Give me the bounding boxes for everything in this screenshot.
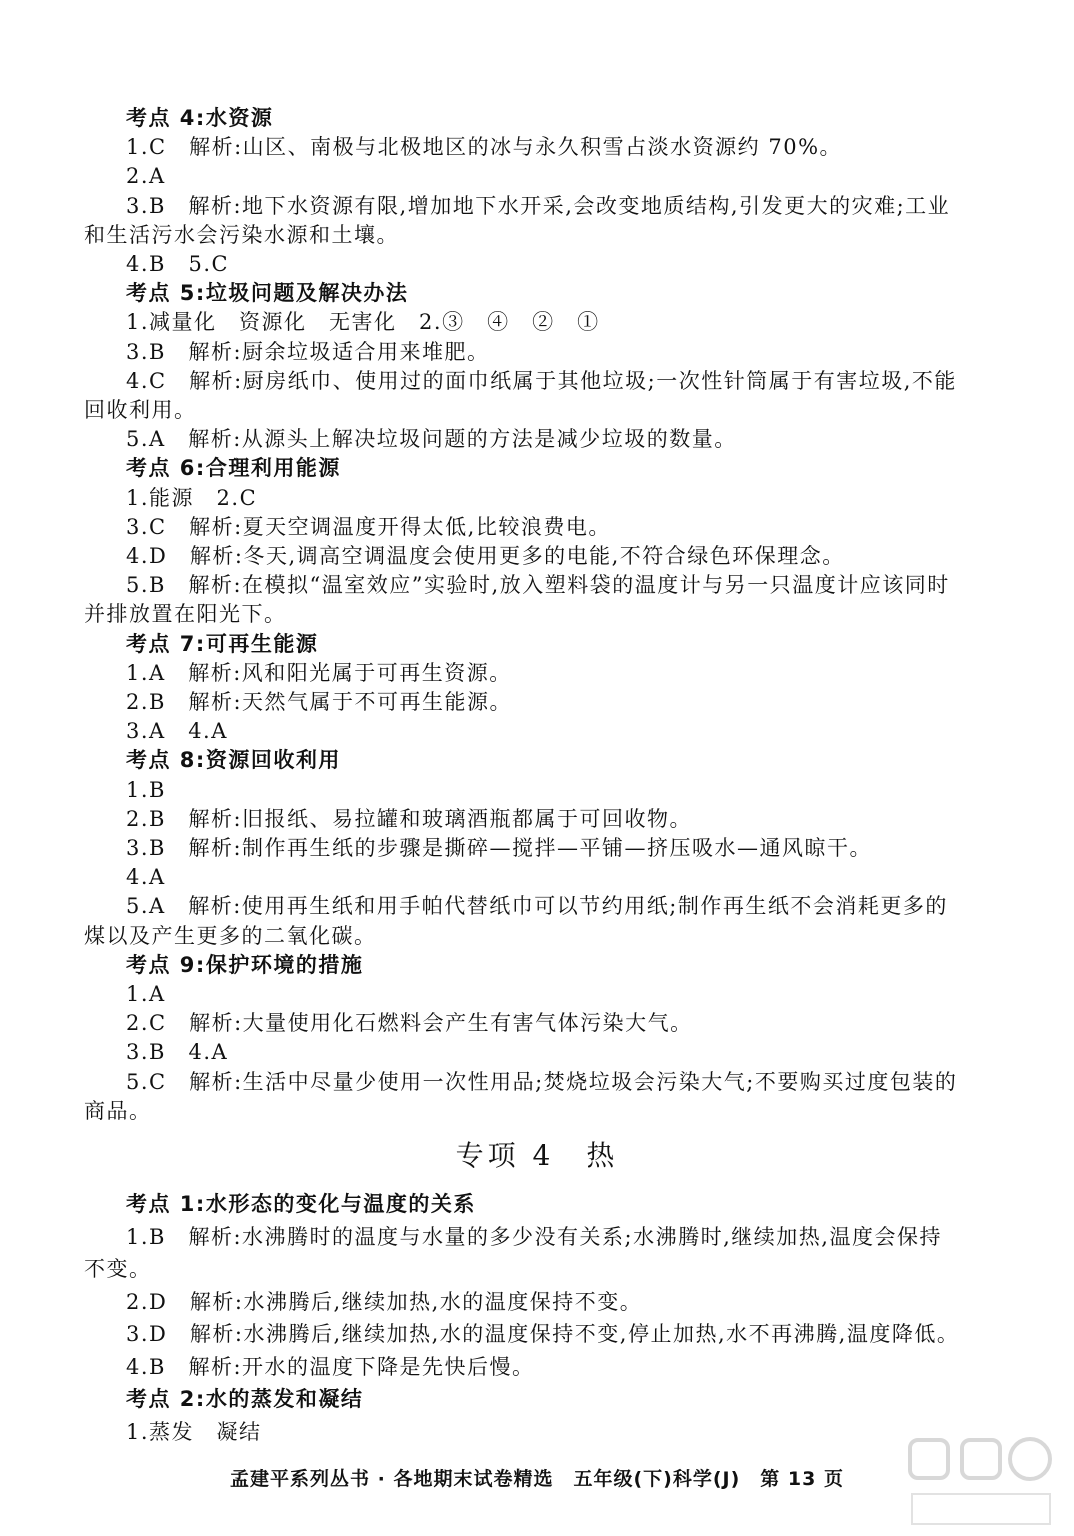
answer-line: 1.C 解析:山区、南极与北极地区的冰与永久积雪占淡水资源约 70%。 bbox=[126, 135, 843, 160]
answer-line: 5.A 解析:从源头上解决垃圾问题的方法是减少垃圾的数量。 bbox=[126, 427, 737, 452]
topic-heading: 考点 6:合理利用能源 bbox=[126, 456, 341, 481]
answer-line: 1.B bbox=[126, 777, 166, 802]
topic-heading: 考点 4:水资源 bbox=[126, 106, 274, 130]
topic-heading: 考点 2:水的蒸发和凝结 bbox=[126, 1387, 364, 1411]
answer-line: 3.B 解析:厨余垃圾适合用来堆肥。 bbox=[126, 339, 490, 364]
answer-line: 2.A bbox=[126, 164, 166, 189]
answer-line: 4.A bbox=[126, 865, 166, 890]
answer-line: 1.减量化 资源化 无害化 2.③ ④ ② ① bbox=[126, 310, 600, 335]
topic-heading: 考点 7:可再生能源 bbox=[126, 631, 319, 656]
answer-line: 2.B 解析:旧报纸、易拉罐和玻璃酒瓶都属于可回收物。 bbox=[126, 806, 693, 831]
topic-heading: 考点 5:垃圾问题及解决办法 bbox=[126, 281, 409, 306]
page-footer: 孟建平系列丛书 · 各地期末试卷精选 五年级(下)科学(J) 第 13 页 bbox=[230, 1468, 844, 1490]
answer-line: 1.B 解析:水沸腾时的温度与水量的多少没有关系;水沸腾时,继续加热,温度会保持 bbox=[126, 1224, 942, 1249]
topic-heading: 考点 9:保护环境的措施 bbox=[126, 952, 364, 977]
answer-line: 1.A 解析:风和阳光属于可再生资源。 bbox=[126, 660, 512, 685]
answer-line: 5.B 解析:在模拟“温室效应”实验时,放入塑料袋的温度计与另一只温度计应该同时 bbox=[126, 573, 950, 598]
answer-line: 5.C 解析:生活中尽量少使用一次性用品;焚烧垃圾会污染大气;不要购买过度包装的 bbox=[126, 1069, 958, 1094]
watermark-logo bbox=[906, 1432, 1056, 1532]
answer-line: 3.A 4.A bbox=[126, 719, 228, 744]
answer-line: 4.D 解析:冬天,调高空调温度会使用更多的电能,不符合绿色环保理念。 bbox=[126, 544, 845, 568]
answer-line: 5.A 解析:使用再生纸和用手帕代替纸巾可以节约用纸;制作再生纸不会消耗更多的 bbox=[126, 894, 948, 919]
answer-line: 1.能源 2.C bbox=[126, 485, 258, 510]
topic-heading: 考点 1:水形态的变化与温度的关系 bbox=[126, 1192, 476, 1216]
answer-line: 1.蒸发 凝结 bbox=[126, 1419, 262, 1444]
answer-line: 和生活污水会污染水源和土壤。 bbox=[84, 222, 399, 247]
answer-line: 3.B 4.A bbox=[126, 1040, 229, 1065]
answer-line: 煤以及产生更多的二氧化碳。 bbox=[84, 923, 377, 948]
answer-line: 回收利用。 bbox=[84, 398, 197, 422]
answer-line: 并排放置在阳光下。 bbox=[84, 602, 287, 627]
answer-line: 4.B 5.C bbox=[126, 252, 230, 276]
answer-line: 2.D 解析:水沸腾后,继续加热,水的温度保持不变。 bbox=[126, 1289, 643, 1314]
topic-heading: 考点 8:资源回收利用 bbox=[126, 748, 341, 773]
answer-line: 2.C 解析:大量使用化石燃料会产生有害气体污染大气。 bbox=[126, 1011, 693, 1036]
answer-line: 商品。 bbox=[84, 1098, 152, 1123]
answer-line: 3.D 解析:水沸腾后,继续加热,水的温度保持不变,停止加热,水不再沸腾,温度降低。 bbox=[126, 1322, 960, 1346]
answer-line: 3.B 解析:地下水资源有限,增加地下水开采,会改变地质结构,引发更大的灾难;工业 bbox=[126, 193, 951, 218]
answer-line: 3.C 解析:夏天空调温度开得太低,比较浪费电。 bbox=[126, 514, 611, 539]
answer-line: 3.B 解析:制作再生纸的步骤是撕碎—搅拌—平铺—挤压吸水—通风晾干。 bbox=[126, 836, 873, 860]
answer-line: 4.C 解析:厨房纸巾、使用过的面巾纸属于其他垃圾;一次性针筒属于有害垃圾,不能 bbox=[126, 368, 957, 393]
section-title: 专项 4 热 bbox=[455, 1139, 619, 1172]
answer-line: 不变。 bbox=[84, 1257, 152, 1281]
answer-line: 1.A bbox=[126, 982, 166, 1006]
answer-line: 4.B 解析:开水的温度下降是先快后慢。 bbox=[126, 1354, 535, 1379]
answer-line: 2.B 解析:天然气属于不可再生能源。 bbox=[126, 690, 513, 714]
